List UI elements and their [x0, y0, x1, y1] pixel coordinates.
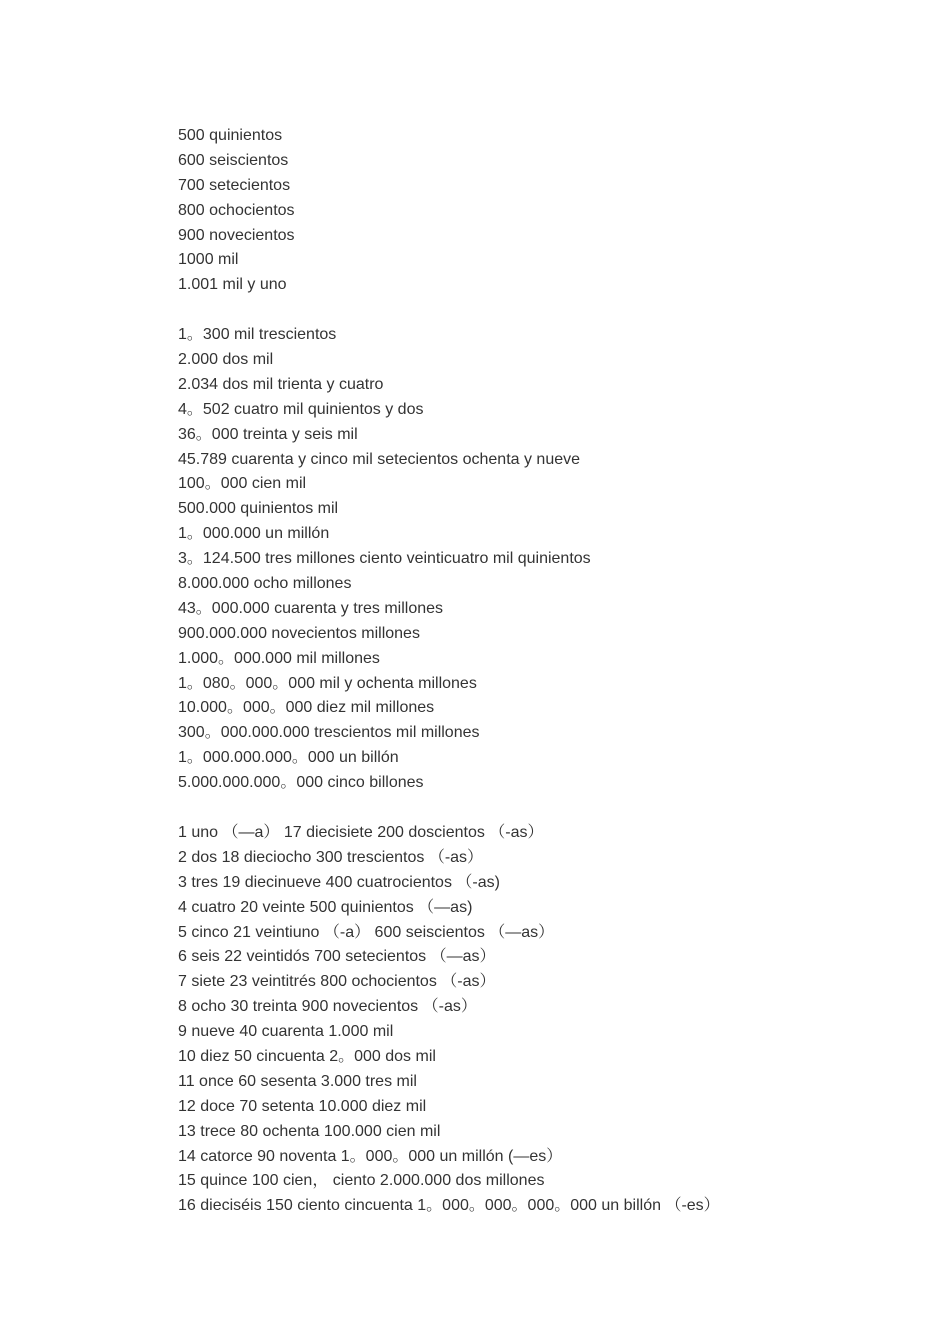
text-line: 8.000.000 ocho millones — [178, 575, 352, 593]
document-page — [178, 124, 898, 1219]
text-line: 1 uno （—a） 17 diecisiete 200 doscientos （-as） — [178, 823, 544, 841]
text-line: 36。000 treinta y seis mil — [178, 425, 358, 443]
text-line: 5 cinco 21 veintiuno （-a） 600 seiscientos （—as） — [178, 923, 555, 941]
text-line: 10 diez 50 cincuenta 2。000 dos mil — [178, 1047, 436, 1065]
text-line: 1000 mil — [178, 251, 239, 269]
text-line: 2.000 dos mil — [178, 351, 274, 369]
text-line: 2 dos 18 dieciocho 300 trescientos （-as） — [178, 848, 484, 866]
text-line: 1.001 mil y uno — [178, 276, 287, 294]
text-line: 5.000.000.000。000 cinco billones — [178, 774, 424, 792]
text-line: 45.789 cuarenta y cinco mil setecientos ochenta y nueve — [178, 450, 581, 468]
text-line: 3 tres 19 diecinueve 400 cuatrocientos （-as) — [178, 873, 500, 891]
text-line: 11 once 60 sesenta 3.000 tres mil — [178, 1072, 417, 1090]
text-line: 500 quinientos — [178, 127, 283, 144]
text-line: 13 trece 80 ochenta 100.000 cien mil — [178, 1122, 441, 1140]
text-line: 800 ochocientos — [178, 201, 295, 219]
text-line: 16 dieciséis 150 ciento cincuenta 1。000。000。000。000 un billón （-es） — [178, 1197, 720, 1215]
text-line: 8 ocho 30 treinta 900 novecientos （-as） — [178, 998, 477, 1016]
text-line: 7 siete 23 veintitrés 800 ochocientos （-as） — [178, 973, 496, 991]
text-line: 100。000 cien mil — [178, 475, 307, 493]
text-line: 15 quince 100 cien， ciento 2.000.000 dos millones — [178, 1172, 545, 1190]
text-line: 600 seiscientos — [178, 151, 289, 169]
text-line: 10.000。000。000 diez mil millones — [178, 699, 435, 717]
text-line: 1。300 mil trescientos — [178, 326, 337, 344]
text-line: 12 doce 70 setenta 10.000 diez mil — [178, 1097, 427, 1115]
text-line: 6 seis 22 veintidós 700 setecientos （—as） — [178, 948, 496, 966]
number-list-large — [178, 323, 898, 796]
text-line: 2.034 dos mil trienta y cuatro — [178, 375, 384, 393]
text-line: 14 catorce 90 noventa 1。000。000 un millón (—es） — [178, 1147, 563, 1165]
text-line: 500.000 quinientos mil — [178, 500, 339, 518]
text-line: 1.000。000.000 mil millones — [178, 649, 380, 667]
text-line: 900.000.000 novecientos millones — [178, 624, 420, 642]
text-line: 1。000.000 un millón — [178, 525, 330, 543]
text-line: 900 novecientos — [178, 226, 295, 244]
text-line: 1。000.000.000。000 un billón — [178, 749, 399, 767]
text-line: 3。124.500 tres millones ciento veinticuatro mil quinientos — [178, 550, 591, 568]
paragraph-gap — [178, 298, 898, 323]
number-table-basic — [178, 821, 898, 1219]
text-line: 43。000.000 cuarenta y tres millones — [178, 599, 444, 617]
text-line: 700 setecientos — [178, 176, 291, 194]
text-line: 300。000.000.000 trescientos mil millones — [178, 724, 480, 742]
text-line: 9 nueve 40 cuarenta 1.000 mil — [178, 1023, 394, 1041]
paragraph-gap — [178, 796, 898, 821]
text-line: 4 cuatro 20 veinte 500 quinientos （—as) — [178, 898, 473, 916]
number-list-hundreds — [178, 124, 898, 298]
text-line: 4。502 cuatro mil quinientos y dos — [178, 400, 424, 418]
text-line: 1。080。000。000 mil y ochenta millones — [178, 674, 477, 692]
